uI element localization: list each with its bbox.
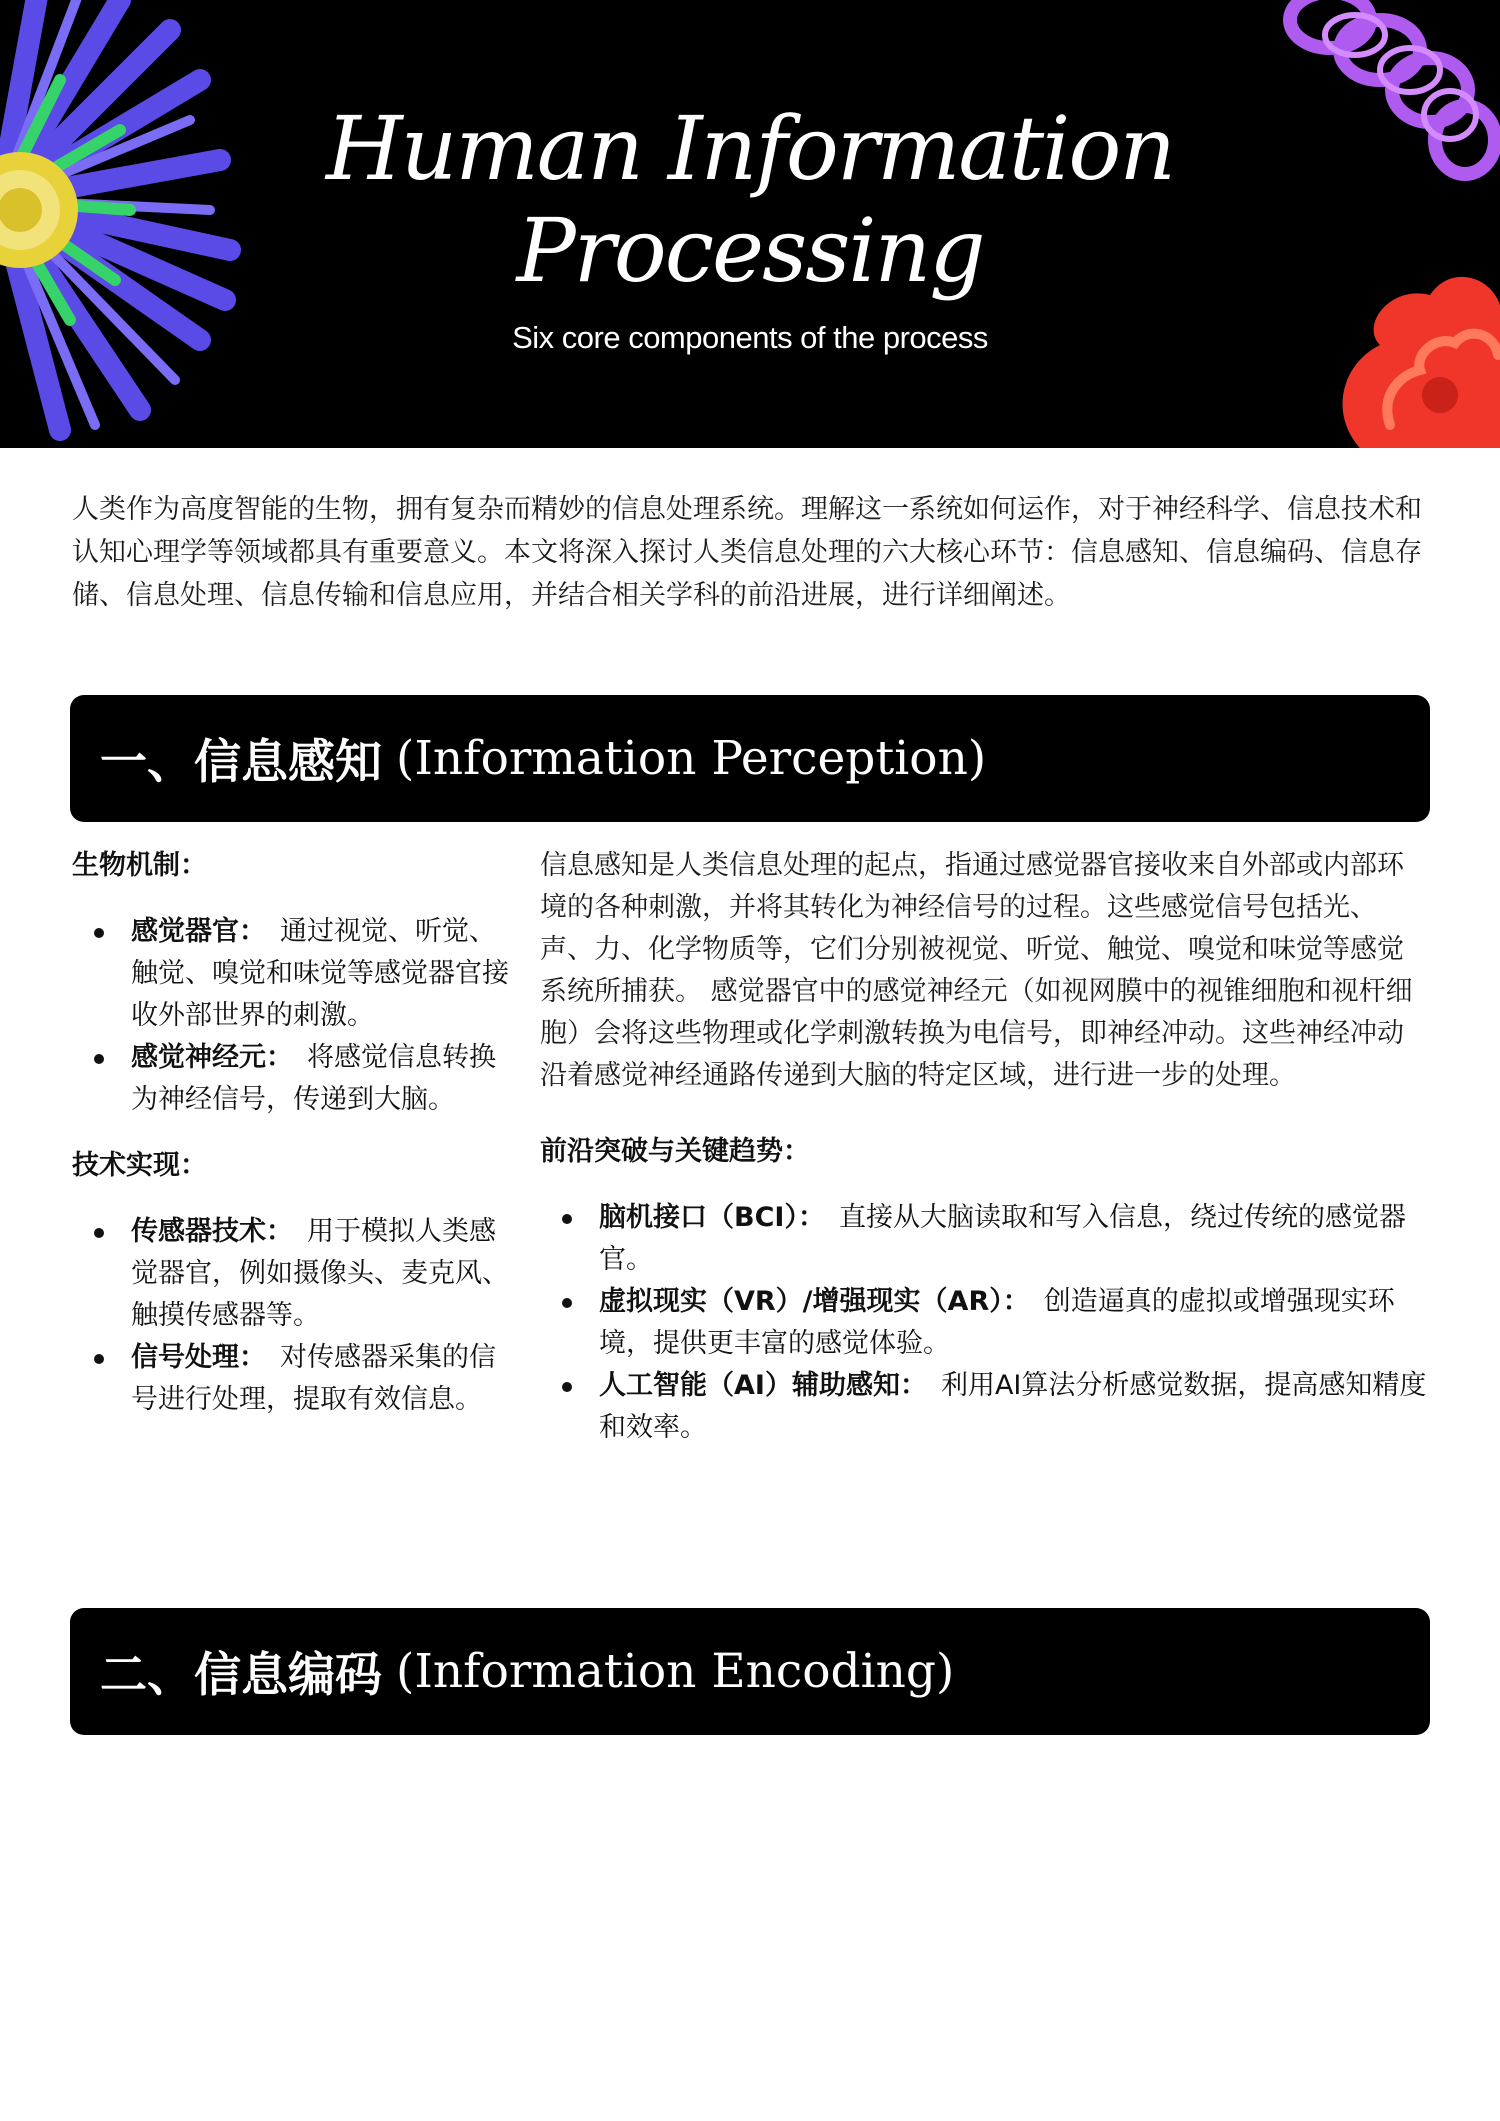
list-item-text: 创造逼真的虚拟或增强现实环境，提供更丰富的感觉体验。	[599, 1286, 1395, 1359]
tech-implementation-heading: 技术实现：	[72, 1150, 207, 1181]
list-item-label: 人工智能（AI）辅助感知：	[599, 1370, 927, 1401]
bio-mechanism-heading: 生物机制：	[72, 850, 207, 881]
list-item	[72, 1211, 512, 1337]
list-item-label: 感觉器官：	[131, 916, 266, 947]
list-item	[540, 1197, 1430, 1281]
list-item-text: 用于模拟人类感觉器官，例如摄像头、麦克风、触摸传感器等。	[131, 1216, 509, 1331]
list-item-label: 脑机接口（BCI）：	[599, 1202, 825, 1233]
list-item-text: 通过视觉、听觉、触觉、嗅觉和味觉等感觉器官接收外部世界的刺激。	[131, 916, 509, 1031]
hero-title	[0, 98, 1500, 302]
intro-paragraph: 人类作为高度智能的生物，拥有复杂而精妙的信息处理系统。理解这一系统如何运作，对于神经科学、信息技术和认知心理学等领域都具有重要意义。本文将深入探讨人类信息处理的六大核心环节：信息感知、信息编码、信息存储、信息处理、信息传输和信息应用，并结合相关学科的前沿进展，进行详细阐述。	[72, 494, 1422, 611]
hero-title-line1: Human Information	[325, 97, 1175, 200]
perception-paragraph: 信息感知是人类信息处理的起点，指通过感觉器官接收来自外部或内部环境的各种刺激，并将其转化为神经信号的过程。这些感觉信号包括光、声、力、化学物质等，它们分别被视觉、听觉、触觉、嗅觉和味觉等感觉系统所捕获。 感觉器官中的感觉神经元（如视网膜中的视锥细胞和视杆细胞）会将这些物理或化学刺激转换为电信号，即神经冲动。这些神经冲动沿着感觉神经通路传递到大脑的特定区域，进行进一步的处理。	[540, 850, 1413, 1091]
section-header-encoding	[70, 1608, 1430, 1735]
section-title-zh: 二、信息编码	[100, 1648, 382, 1703]
hero-title-line2: Processing	[516, 199, 984, 302]
list-item	[540, 1281, 1430, 1365]
list-item-text: 将感觉信息转换为神经信号，传递到大脑。	[131, 1042, 496, 1115]
list-item-label: 感觉神经元：	[131, 1042, 293, 1073]
tech-implementation-list	[72, 1211, 512, 1421]
section-title-zh: 一、信息感知	[100, 735, 382, 790]
list-item	[72, 1337, 512, 1421]
list-item-label: 虚拟现实（VR）/增强现实（AR）：	[599, 1286, 1030, 1317]
list-item-text: 对传感器采集的信号进行处理，提取有效信息。	[131, 1342, 496, 1415]
list-item	[540, 1365, 1430, 1449]
hero-banner	[0, 0, 1500, 448]
section-title-en: (Information Encoding)	[396, 1644, 955, 1699]
list-item	[72, 1037, 512, 1121]
hero-subtitle: Six core components of the process	[512, 320, 988, 355]
right-column	[540, 845, 1430, 1473]
section-title-en: (Information Perception)	[396, 731, 987, 786]
trends-heading: 前沿突破与关键趋势：	[540, 1136, 810, 1167]
list-item-text: 利用AI算法分析感觉数据，提高感知精度和效率。	[599, 1370, 1427, 1443]
left-column	[72, 845, 512, 1445]
list-item-text: 直接从大脑读取和写入信息，绕过传统的感觉器官。	[599, 1202, 1406, 1275]
list-item	[72, 911, 512, 1037]
list-item-label: 信号处理：	[131, 1342, 266, 1373]
bio-mechanism-list	[72, 911, 512, 1121]
list-item-label: 传感器技术：	[131, 1216, 293, 1247]
section-header-perception	[70, 695, 1430, 822]
trends-list	[540, 1197, 1430, 1449]
